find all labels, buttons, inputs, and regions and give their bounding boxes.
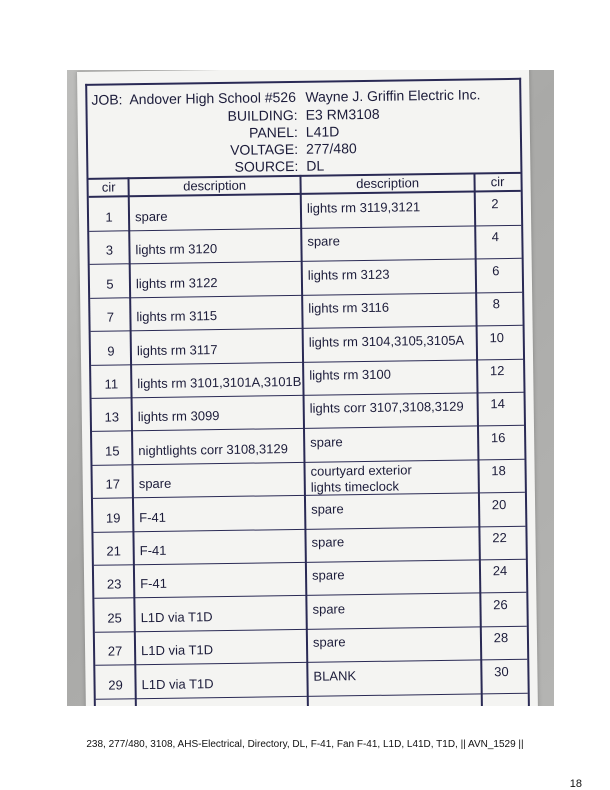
left-circuit-number: 29 — [108, 677, 123, 693]
right-circuit-number: 2 — [491, 196, 499, 212]
right-circuit-description: lights rm 3119,3121 — [306, 199, 421, 216]
left-circuit-number: 5 — [106, 276, 114, 292]
left-circuit-description: spare — [134, 208, 168, 225]
right-circuit-number: 14 — [490, 396, 506, 412]
left-circuit-description: nightlights corr 3108,3129 — [138, 440, 288, 458]
right-description-header: description — [300, 174, 474, 194]
left-circuit-description: lights rm 3120 — [135, 241, 218, 258]
right-circuit-description: lights rm 3116 — [308, 299, 390, 316]
right-circuit-description: lights corr 3107,3108,3129 — [309, 399, 464, 417]
panel-label: PANEL: — [248, 123, 298, 141]
right-circuit-description: BLANK — [313, 667, 357, 684]
left-circuit-description: lights rm 3122 — [135, 274, 218, 291]
page-number: 18 — [569, 778, 582, 790]
right-circuit-number: 10 — [489, 329, 505, 345]
right-circuit-number: 4 — [491, 229, 500, 245]
left-circuit-number: 15 — [104, 443, 120, 459]
company-name: Wayne J. Griffin Electric Inc. — [305, 86, 481, 105]
right-cir-header: cir — [474, 174, 520, 193]
left-circuit-number: 7 — [106, 309, 115, 325]
right-circuit-description: spare — [307, 233, 341, 250]
directory-frame — [85, 78, 530, 706]
source-label: SOURCE: — [234, 157, 299, 175]
keywords-caption: 238, 277/480, 3108, AHS-Electrical, Directory, DL, F-41, Fan F-41, L1D, L41D, T1D, || AVN_1529 || — [86, 739, 524, 750]
right-circuit-description: spare — [312, 601, 346, 617]
source-value: DL — [306, 157, 325, 174]
left-circuit-description: lights rm 3101,3101A,3101B — [137, 373, 302, 392]
panel-directory-card — [77, 70, 538, 706]
left-circuit-number: 27 — [107, 643, 123, 659]
right-circuit-number: 16 — [490, 429, 506, 446]
left-circuit-number: 19 — [105, 510, 121, 526]
left-description-header: description — [129, 177, 301, 197]
job-label: JOB: — [91, 91, 123, 108]
right-circuit-description: spare — [311, 500, 344, 517]
voltage-value: 277/480 — [305, 140, 357, 157]
building-value: E3 RM3108 — [305, 105, 380, 123]
right-circuit-description: lights rm 3100 — [309, 366, 392, 383]
right-circuit-number: 20 — [491, 496, 507, 512]
right-circuit-description: courtyard exterior — [310, 462, 412, 479]
right-circuit-description: spare — [311, 534, 345, 550]
left-cir-header: cir — [89, 179, 129, 198]
left-circuit-description: lights rm 3099 — [137, 408, 220, 425]
right-circuit-number: 26 — [493, 596, 508, 613]
directory-photo — [67, 70, 554, 706]
right-circuit-number: 18 — [491, 463, 506, 479]
left-circuit-number: 23 — [106, 576, 122, 593]
table-row — [95, 659, 527, 699]
left-circuit-description: L1D via T1D — [141, 675, 214, 692]
left-circuit-number: 3 — [105, 242, 114, 259]
right-circuit-description: spare — [311, 567, 345, 584]
right-circuit-description: spare — [310, 434, 343, 450]
right-circuit-number: 12 — [489, 363, 505, 379]
left-circuit-description: spare — [138, 475, 172, 492]
right-circuit-description: spare — [312, 634, 346, 650]
right-circuit-number: 6 — [492, 262, 500, 279]
left-circuit-description: F-41 — [140, 576, 167, 592]
left-circuit-description: L1D via T1D — [140, 608, 213, 625]
right-circuit-description: lights rm 3104,3105,3105A — [308, 332, 465, 350]
left-circuit-description: lights rm 3117 — [136, 341, 218, 358]
right-circuit-description: lights rm 3123 — [307, 266, 390, 283]
building-label: BUILDING: — [227, 106, 298, 124]
left-circuit-description: lights rm 3115 — [136, 308, 218, 325]
job-value: Andover High School #526 — [129, 88, 297, 108]
voltage-label: VOLTAGE: — [230, 140, 299, 158]
left-circuit-number: 1 — [105, 209, 113, 225]
left-circuit-number: 11 — [104, 376, 119, 392]
right-circuit-number: 8 — [492, 296, 500, 312]
right-circuit-number: 30 — [494, 663, 509, 679]
right-circuit-number: 28 — [493, 630, 509, 646]
left-circuit-description: L1D via T1D — [140, 642, 214, 659]
directory-header — [87, 80, 520, 180]
left-circuit-number: 9 — [107, 343, 115, 359]
left-circuit-number: 25 — [107, 610, 122, 626]
right-circuit-number: 22 — [492, 530, 507, 546]
left-circuit-number: 17 — [105, 476, 121, 492]
panel-value: L41D — [305, 123, 340, 140]
left-circuit-number: 13 — [104, 409, 120, 426]
left-circuit-number: 21 — [106, 543, 122, 559]
left-circuit-description: F-41 — [139, 542, 167, 559]
right-circuit-description-line2: lights timeclock — [310, 478, 400, 495]
left-circuit-description: F-41 — [139, 509, 167, 525]
right-circuit-number: 24 — [492, 563, 508, 579]
